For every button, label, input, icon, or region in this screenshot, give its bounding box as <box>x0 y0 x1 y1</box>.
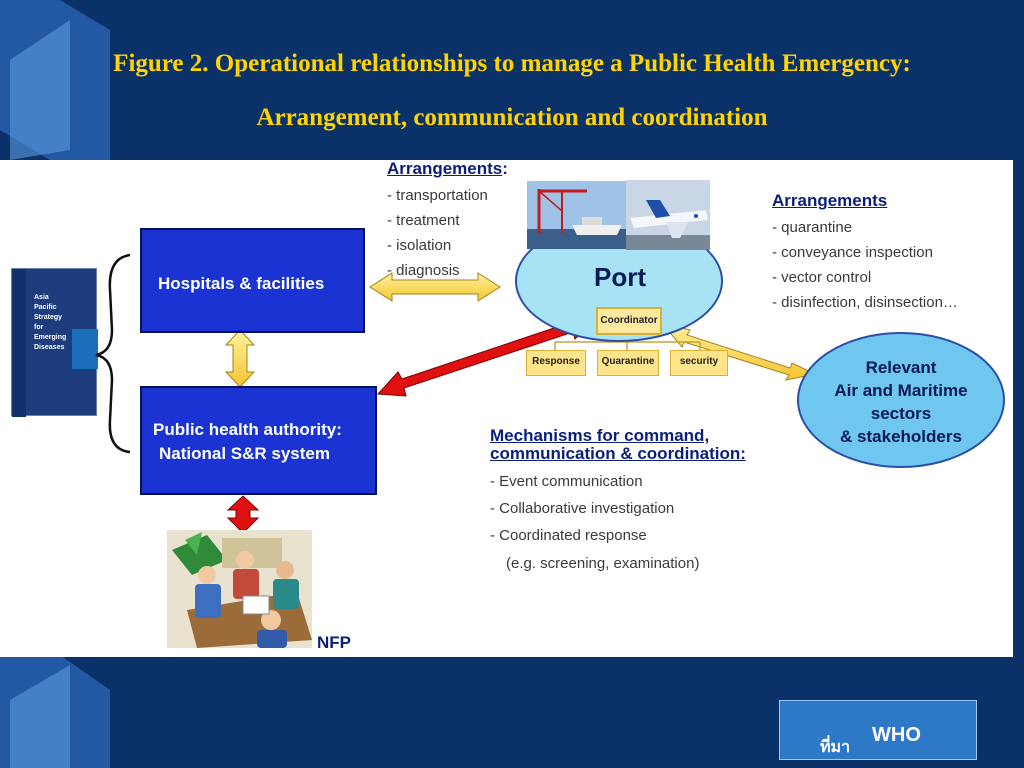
ship-crane-photo <box>527 181 627 249</box>
quarantine-chip: Quarantine <box>597 350 659 376</box>
arrangements-left-heading: Arrangements: <box>387 159 508 178</box>
source-box <box>779 700 977 760</box>
mechanisms-item: - Collaborative investigation <box>490 500 675 517</box>
slide-title-line-2: Arrangement, communication and coordination <box>256 104 768 131</box>
authority-nfp-arrow <box>228 496 258 533</box>
arrangements-right-item: - conveyance inspection <box>772 244 933 261</box>
hospitals-authority-arrow <box>226 330 254 387</box>
meeting-clipart <box>167 530 312 648</box>
arrangements-left-item: - treatment <box>387 212 460 229</box>
book-cover-title: Asia Pacific Strategy for Emerging Diseases <box>34 294 67 351</box>
arrangements-right-item: - vector control <box>772 269 872 286</box>
mechanisms-item: - Event communication <box>490 473 643 490</box>
arrangements-right-heading: Arrangements <box>772 191 888 210</box>
authority-line-2: National S&R system <box>159 444 330 463</box>
airplane-photo <box>626 180 710 250</box>
hospitals-facilities-label: Hospitals & facilities <box>158 274 325 293</box>
arrangements-right-item: - quarantine <box>772 219 853 236</box>
port-label: Port <box>594 262 646 292</box>
security-chip: security <box>670 350 728 376</box>
arrangements-left-item: - transportation <box>387 187 488 204</box>
hospitals-facilities-box <box>140 228 365 333</box>
mechanisms-heading-line-2: communication & coordination: <box>490 444 746 463</box>
mechanisms-item: (e.g. screening, examination) <box>506 555 700 572</box>
sectors-label: Relevant Air and Maritime sectors & stakeholders <box>834 358 968 446</box>
response-chip: Response <box>526 350 586 376</box>
authority-line-1: Public health authority: <box>153 420 342 439</box>
slide-title-line-1: Figure 2. Operational relationships to manage a Public Health Emergency: <box>113 50 911 77</box>
source-prefix: ที่มา <box>820 739 851 756</box>
mechanisms-item: - Coordinated response <box>490 527 647 544</box>
nfp-label: NFP <box>317 633 351 652</box>
arrangements-right-item: - disinfection, disinsection… <box>772 294 958 311</box>
mechanisms-heading-line-1: Mechanisms for command, <box>490 426 710 445</box>
public-health-authority-box <box>140 386 377 495</box>
arrangements-left-item: - diagnosis <box>387 262 460 279</box>
coordinator-chip: Coordinator <box>596 307 662 335</box>
source-name: WHO <box>872 724 921 746</box>
arrangements-left-item: - isolation <box>387 237 452 254</box>
grouping-brace <box>96 255 130 452</box>
